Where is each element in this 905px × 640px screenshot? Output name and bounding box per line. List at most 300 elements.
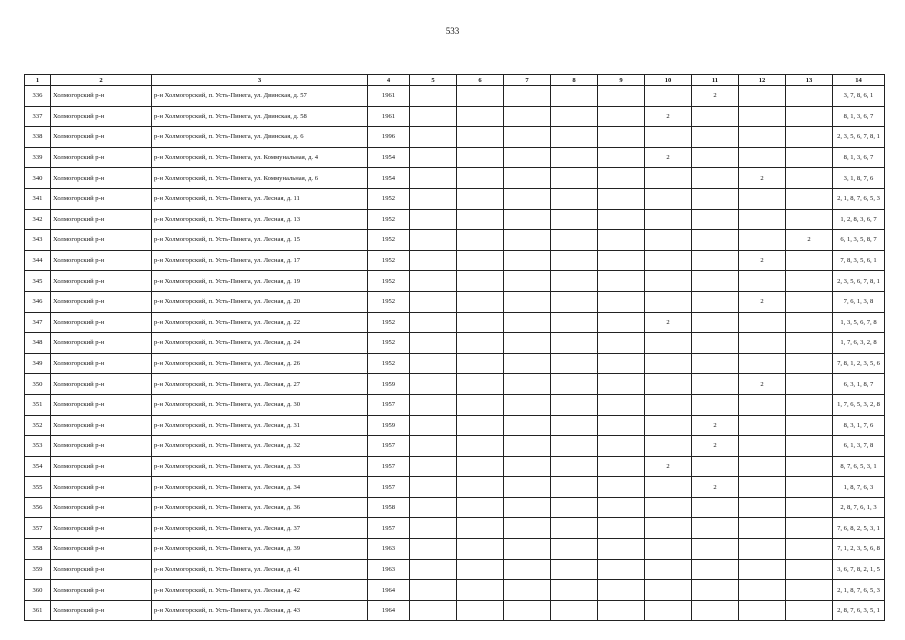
address-cell: р-н Холмогорский, п. Усть-Пинега, ул. Лесная, д. 15	[152, 230, 368, 251]
col6-cell	[457, 230, 504, 251]
table-header-row	[25, 75, 885, 86]
col13-cell	[786, 333, 833, 354]
row-number-cell: 340	[25, 168, 51, 189]
col10-cell	[645, 127, 692, 148]
col11-cell	[692, 518, 739, 539]
table-row	[25, 312, 885, 333]
column-header: 13	[786, 75, 833, 86]
col12-cell	[739, 127, 786, 148]
col5-cell	[410, 312, 457, 333]
col5-cell	[410, 559, 457, 580]
column-header: 7	[504, 75, 551, 86]
district-cell: Холмогорский р-н	[51, 250, 152, 271]
col14-cell: 2, 3, 5, 6, 7, 8, 1	[833, 271, 885, 292]
col10-cell	[645, 600, 692, 621]
col6-cell	[457, 415, 504, 436]
col14-cell: 3, 7, 8, 6, 1	[833, 86, 885, 107]
col9-cell	[598, 250, 645, 271]
row-number-cell: 355	[25, 477, 51, 498]
col9-cell	[598, 106, 645, 127]
col5-cell	[410, 353, 457, 374]
col10-cell	[645, 271, 692, 292]
col12-cell	[739, 580, 786, 601]
row-number-cell: 358	[25, 539, 51, 560]
col12-cell: 2	[739, 291, 786, 312]
col10-cell	[645, 436, 692, 457]
col10-cell	[645, 353, 692, 374]
year-cell: 1964	[368, 580, 410, 601]
col14-cell: 8, 1, 3, 6, 7	[833, 106, 885, 127]
col13-cell	[786, 209, 833, 230]
table-row	[25, 106, 885, 127]
district-cell: Холмогорский р-н	[51, 147, 152, 168]
year-cell: 1952	[368, 209, 410, 230]
col12-cell	[739, 436, 786, 457]
col11-cell	[692, 250, 739, 271]
col11-cell	[692, 559, 739, 580]
col9-cell	[598, 271, 645, 292]
row-number-cell: 351	[25, 394, 51, 415]
col13-cell	[786, 291, 833, 312]
col8-cell	[551, 312, 598, 333]
col5-cell	[410, 600, 457, 621]
col14-cell: 7, 8, 1, 2, 3, 5, 6	[833, 353, 885, 374]
district-cell: Холмогорский р-н	[51, 518, 152, 539]
col11-cell: 2	[692, 477, 739, 498]
address-cell: р-н Холмогорский, п. Усть-Пинега, ул. Лесная, д. 27	[152, 374, 368, 395]
col12-cell	[739, 188, 786, 209]
year-cell: 1952	[368, 250, 410, 271]
table-row	[25, 188, 885, 209]
col7-cell	[504, 580, 551, 601]
col11-cell: 2	[692, 86, 739, 107]
year-cell: 1957	[368, 394, 410, 415]
district-cell: Холмогорский р-н	[51, 580, 152, 601]
col8-cell	[551, 188, 598, 209]
year-cell: 1954	[368, 147, 410, 168]
row-number-cell: 339	[25, 147, 51, 168]
data-table	[24, 74, 885, 621]
col12-cell: 2	[739, 168, 786, 189]
col8-cell	[551, 147, 598, 168]
address-cell: р-н Холмогорский, п. Усть-Пинега, ул. Лесная, д. 36	[152, 497, 368, 518]
col13-cell	[786, 436, 833, 457]
col13-cell	[786, 518, 833, 539]
district-cell: Холмогорский р-н	[51, 415, 152, 436]
col6-cell	[457, 477, 504, 498]
table-row	[25, 600, 885, 621]
address-cell: р-н Холмогорский, п. Усть-Пинега, ул. Лесная, д. 26	[152, 353, 368, 374]
col14-cell: 3, 1, 8, 7, 6	[833, 168, 885, 189]
table-row	[25, 539, 885, 560]
address-cell: р-н Холмогорский, п. Усть-Пинега, ул. Лесная, д. 37	[152, 518, 368, 539]
col8-cell	[551, 333, 598, 354]
row-number-cell: 350	[25, 374, 51, 395]
col8-cell	[551, 415, 598, 436]
col5-cell	[410, 127, 457, 148]
column-header: 1	[25, 75, 51, 86]
district-cell: Холмогорский р-н	[51, 374, 152, 395]
row-number-cell: 338	[25, 127, 51, 148]
col11-cell	[692, 127, 739, 148]
district-cell: Холмогорский р-н	[51, 477, 152, 498]
row-number-cell: 357	[25, 518, 51, 539]
col9-cell	[598, 518, 645, 539]
row-number-cell: 348	[25, 333, 51, 354]
table-row	[25, 250, 885, 271]
col8-cell	[551, 497, 598, 518]
address-cell: р-н Холмогорский, п. Усть-Пинега, ул. Лесная, д. 24	[152, 333, 368, 354]
column-header: 12	[739, 75, 786, 86]
col13-cell	[786, 374, 833, 395]
year-cell: 1996	[368, 127, 410, 148]
col10-cell: 2	[645, 312, 692, 333]
col8-cell	[551, 353, 598, 374]
col6-cell	[457, 312, 504, 333]
col12-cell	[739, 559, 786, 580]
col9-cell	[598, 580, 645, 601]
district-cell: Холмогорский р-н	[51, 86, 152, 107]
col14-cell: 8, 3, 1, 7, 6	[833, 415, 885, 436]
table-row	[25, 497, 885, 518]
col7-cell	[504, 188, 551, 209]
year-cell: 1957	[368, 436, 410, 457]
col10-cell	[645, 291, 692, 312]
address-cell: р-н Холмогорский, п. Усть-Пинега, ул. Лесная, д. 19	[152, 271, 368, 292]
column-header: 11	[692, 75, 739, 86]
col13-cell	[786, 271, 833, 292]
col6-cell	[457, 580, 504, 601]
col5-cell	[410, 374, 457, 395]
year-cell: 1963	[368, 539, 410, 560]
col13-cell	[786, 127, 833, 148]
col10-cell	[645, 188, 692, 209]
address-cell: р-н Холмогорский, п. Усть-Пинега, ул. Двинская, д. 57	[152, 86, 368, 107]
column-header: 8	[551, 75, 598, 86]
col13-cell	[786, 250, 833, 271]
col7-cell	[504, 415, 551, 436]
col9-cell	[598, 456, 645, 477]
col9-cell	[598, 127, 645, 148]
col10-cell	[645, 168, 692, 189]
col9-cell	[598, 147, 645, 168]
col13-cell	[786, 600, 833, 621]
district-cell: Холмогорский р-н	[51, 127, 152, 148]
table-row	[25, 271, 885, 292]
col8-cell	[551, 230, 598, 251]
col9-cell	[598, 415, 645, 436]
col6-cell	[457, 147, 504, 168]
row-number-cell: 341	[25, 188, 51, 209]
col13-cell	[786, 353, 833, 374]
col8-cell	[551, 250, 598, 271]
col8-cell	[551, 209, 598, 230]
row-number-cell: 346	[25, 291, 51, 312]
col6-cell	[457, 600, 504, 621]
col10-cell	[645, 477, 692, 498]
col6-cell	[457, 271, 504, 292]
col9-cell	[598, 394, 645, 415]
district-cell: Холмогорский р-н	[51, 312, 152, 333]
address-cell: р-н Холмогорский, п. Усть-Пинега, ул. Лесная, д. 33	[152, 456, 368, 477]
col14-cell: 6, 3, 1, 8, 7	[833, 374, 885, 395]
col11-cell	[692, 168, 739, 189]
col13-cell	[786, 580, 833, 601]
col5-cell	[410, 477, 457, 498]
table-row	[25, 415, 885, 436]
table-row	[25, 353, 885, 374]
col5-cell	[410, 456, 457, 477]
district-cell: Холмогорский р-н	[51, 353, 152, 374]
col6-cell	[457, 374, 504, 395]
col8-cell	[551, 436, 598, 457]
col5-cell	[410, 168, 457, 189]
column-header: 6	[457, 75, 504, 86]
col8-cell	[551, 127, 598, 148]
row-number-cell: 344	[25, 250, 51, 271]
address-cell: р-н Холмогорский, п. Усть-Пинега, ул. Лесная, д. 32	[152, 436, 368, 457]
table-row	[25, 333, 885, 354]
col6-cell	[457, 394, 504, 415]
col5-cell	[410, 580, 457, 601]
column-header: 4	[368, 75, 410, 86]
col7-cell	[504, 86, 551, 107]
col12-cell	[739, 230, 786, 251]
col8-cell	[551, 86, 598, 107]
col5-cell	[410, 497, 457, 518]
district-cell: Холмогорский р-н	[51, 230, 152, 251]
col6-cell	[457, 436, 504, 457]
year-cell: 1963	[368, 559, 410, 580]
table-row	[25, 147, 885, 168]
col7-cell	[504, 333, 551, 354]
col6-cell	[457, 106, 504, 127]
col9-cell	[598, 559, 645, 580]
col6-cell	[457, 353, 504, 374]
col9-cell	[598, 374, 645, 395]
col12-cell	[739, 333, 786, 354]
col5-cell	[410, 106, 457, 127]
row-number-cell: 349	[25, 353, 51, 374]
col8-cell	[551, 394, 598, 415]
year-cell: 1952	[368, 333, 410, 354]
col10-cell: 2	[645, 106, 692, 127]
col7-cell	[504, 147, 551, 168]
year-cell: 1952	[368, 271, 410, 292]
col8-cell	[551, 291, 598, 312]
col13-cell	[786, 106, 833, 127]
address-cell: р-н Холмогорский, п. Усть-Пинега, ул. Лесная, д. 41	[152, 559, 368, 580]
col10-cell: 2	[645, 456, 692, 477]
district-cell: Холмогорский р-н	[51, 539, 152, 560]
col13-cell	[786, 456, 833, 477]
col11-cell	[692, 600, 739, 621]
col9-cell	[598, 539, 645, 560]
col6-cell	[457, 518, 504, 539]
year-cell: 1952	[368, 353, 410, 374]
column-header: 14	[833, 75, 885, 86]
col6-cell	[457, 333, 504, 354]
table-body	[25, 86, 885, 621]
year-cell: 1958	[368, 497, 410, 518]
row-number-cell: 361	[25, 600, 51, 621]
address-cell: р-н Холмогорский, п. Усть-Пинега, ул. Двинская, д. 58	[152, 106, 368, 127]
col7-cell	[504, 374, 551, 395]
col11-cell	[692, 333, 739, 354]
col14-cell: 2, 3, 5, 6, 7, 8, 1	[833, 127, 885, 148]
district-cell: Холмогорский р-н	[51, 497, 152, 518]
col6-cell	[457, 127, 504, 148]
col13-cell	[786, 188, 833, 209]
col9-cell	[598, 86, 645, 107]
col5-cell	[410, 436, 457, 457]
district-cell: Холмогорский р-н	[51, 559, 152, 580]
col11-cell	[692, 539, 739, 560]
table-row	[25, 86, 885, 107]
col12-cell	[739, 600, 786, 621]
col12-cell	[739, 86, 786, 107]
col11-cell	[692, 353, 739, 374]
col13-cell	[786, 559, 833, 580]
year-cell: 1959	[368, 374, 410, 395]
col11-cell	[692, 230, 739, 251]
col6-cell	[457, 188, 504, 209]
col8-cell	[551, 374, 598, 395]
col14-cell: 8, 7, 6, 5, 3, 1	[833, 456, 885, 477]
address-cell: р-н Холмогорский, п. Усть-Пинега, ул. Лесная, д. 34	[152, 477, 368, 498]
col7-cell	[504, 600, 551, 621]
year-cell: 1959	[368, 415, 410, 436]
column-header: 2	[51, 75, 152, 86]
col7-cell	[504, 271, 551, 292]
col9-cell	[598, 168, 645, 189]
col11-cell: 2	[692, 415, 739, 436]
col6-cell	[457, 291, 504, 312]
year-cell: 1957	[368, 456, 410, 477]
column-header: 9	[598, 75, 645, 86]
col10-cell	[645, 86, 692, 107]
col8-cell	[551, 600, 598, 621]
col6-cell	[457, 168, 504, 189]
col7-cell	[504, 209, 551, 230]
col9-cell	[598, 333, 645, 354]
col5-cell	[410, 415, 457, 436]
col6-cell	[457, 456, 504, 477]
col12-cell	[739, 539, 786, 560]
col12-cell	[739, 209, 786, 230]
col7-cell	[504, 559, 551, 580]
col10-cell	[645, 415, 692, 436]
row-number-cell: 347	[25, 312, 51, 333]
col9-cell	[598, 291, 645, 312]
col12-cell	[739, 271, 786, 292]
col14-cell: 6, 1, 3, 7, 8	[833, 436, 885, 457]
table-row	[25, 394, 885, 415]
col14-cell: 2, 1, 8, 7, 6, 5, 3	[833, 188, 885, 209]
col13-cell: 2	[786, 230, 833, 251]
col12-cell	[739, 415, 786, 436]
col12-cell	[739, 353, 786, 374]
col10-cell	[645, 333, 692, 354]
table-row	[25, 374, 885, 395]
col14-cell: 7, 6, 1, 3, 8	[833, 291, 885, 312]
column-header: 3	[152, 75, 368, 86]
address-cell: р-н Холмогорский, п. Усть-Пинега, ул. Лесная, д. 17	[152, 250, 368, 271]
table-row	[25, 456, 885, 477]
col7-cell	[504, 456, 551, 477]
address-cell: р-н Холмогорский, п. Усть-Пинега, ул. Лесная, д. 11	[152, 188, 368, 209]
col7-cell	[504, 106, 551, 127]
col11-cell	[692, 394, 739, 415]
col5-cell	[410, 394, 457, 415]
row-number-cell: 356	[25, 497, 51, 518]
col11-cell	[692, 147, 739, 168]
col12-cell	[739, 106, 786, 127]
row-number-cell: 353	[25, 436, 51, 457]
year-cell: 1957	[368, 518, 410, 539]
col14-cell: 2, 8, 7, 6, 3, 5, 1	[833, 600, 885, 621]
col10-cell	[645, 230, 692, 251]
row-number-cell: 359	[25, 559, 51, 580]
address-cell: р-н Холмогорский, п. Усть-Пинега, ул. Лесная, д. 22	[152, 312, 368, 333]
col11-cell	[692, 580, 739, 601]
col7-cell	[504, 230, 551, 251]
col7-cell	[504, 168, 551, 189]
col14-cell: 2, 8, 7, 6, 1, 3	[833, 497, 885, 518]
column-header: 10	[645, 75, 692, 86]
col11-cell	[692, 291, 739, 312]
col11-cell	[692, 456, 739, 477]
col14-cell: 1, 7, 6, 5, 3, 2, 8	[833, 394, 885, 415]
col6-cell	[457, 559, 504, 580]
address-cell: р-н Холмогорский, п. Усть-Пинега, ул. Лесная, д. 39	[152, 539, 368, 560]
col11-cell	[692, 271, 739, 292]
col13-cell	[786, 86, 833, 107]
col9-cell	[598, 230, 645, 251]
year-cell: 1952	[368, 291, 410, 312]
district-cell: Холмогорский р-н	[51, 333, 152, 354]
year-cell: 1952	[368, 188, 410, 209]
col8-cell	[551, 168, 598, 189]
year-cell: 1964	[368, 600, 410, 621]
page-number: 533	[445, 26, 460, 36]
col13-cell	[786, 394, 833, 415]
col9-cell	[598, 436, 645, 457]
year-cell: 1961	[368, 106, 410, 127]
district-cell: Холмогорский р-н	[51, 188, 152, 209]
address-cell: р-н Холмогорский, п. Усть-Пинега, ул. Лесная, д. 13	[152, 209, 368, 230]
col14-cell: 3, 6, 7, 8, 2, 1, 5	[833, 559, 885, 580]
col12-cell	[739, 456, 786, 477]
col10-cell	[645, 497, 692, 518]
col12-cell	[739, 477, 786, 498]
col9-cell	[598, 312, 645, 333]
district-cell: Холмогорский р-н	[51, 291, 152, 312]
col11-cell	[692, 106, 739, 127]
col5-cell	[410, 209, 457, 230]
col14-cell: 7, 8, 3, 5, 6, 1	[833, 250, 885, 271]
col10-cell	[645, 559, 692, 580]
col5-cell	[410, 333, 457, 354]
address-cell: р-н Холмогорский, п. Усть-Пинега, ул. Лесная, д. 31	[152, 415, 368, 436]
col10-cell	[645, 250, 692, 271]
col13-cell	[786, 147, 833, 168]
col8-cell	[551, 580, 598, 601]
row-number-cell: 360	[25, 580, 51, 601]
table-row	[25, 209, 885, 230]
col12-cell	[739, 518, 786, 539]
col5-cell	[410, 230, 457, 251]
